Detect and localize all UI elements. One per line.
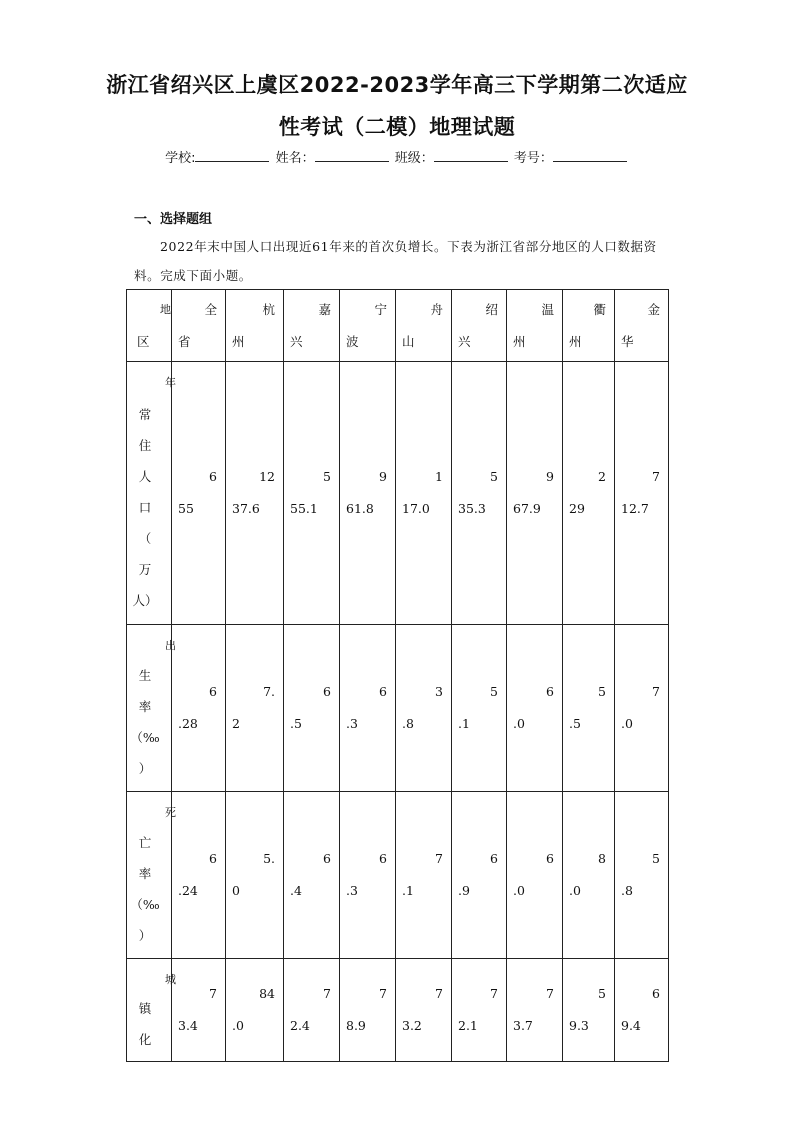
cell-value-bottom: .8 — [621, 883, 633, 898]
document-title-line-1: 浙江省绍兴区上虞区2022-2023学年高三下学期第二次适应 — [106, 73, 688, 97]
row-label-char: 口 — [138, 499, 152, 515]
header-label-side: 地 — [160, 302, 171, 316]
cell-value-top: 6 — [379, 684, 387, 699]
region-name-bottom: 兴 — [458, 333, 471, 349]
data-cell — [452, 959, 507, 1062]
row-label-cell — [127, 362, 176, 625]
region-header-cell — [396, 290, 452, 362]
data-cell — [284, 625, 340, 792]
cell-value-bottom: .9 — [458, 883, 470, 898]
cell-value-top: 6 — [490, 851, 498, 866]
cell-value-top: 12 — [259, 469, 275, 484]
cell-value-bottom: 8.9 — [346, 1018, 366, 1033]
class-blank — [434, 149, 508, 162]
student-info-line — [0, 147, 794, 166]
cell-value-bottom: 3.4 — [178, 1018, 198, 1033]
region-name-top: 衢 — [593, 301, 606, 317]
data-cell — [452, 362, 507, 625]
region-name-top: 舟 — [430, 301, 443, 317]
cell-value-top: 5 — [598, 684, 606, 699]
row-label-char: 人） — [132, 592, 158, 608]
cell-value-bottom: 37.6 — [232, 501, 260, 516]
question-intro: 2022年末中国人口出现近61年来的首次负增长。下表为浙江省部分地区的人口数据资料。完成下面小题。 — [134, 239, 657, 283]
region-name-bottom: 波 — [346, 333, 359, 349]
cell-value-bottom: 67.9 — [513, 501, 541, 516]
row-label-char: 率 — [138, 866, 152, 881]
table-row — [127, 362, 669, 625]
data-cell — [396, 792, 452, 959]
cell-value-bottom: 35.3 — [458, 501, 486, 516]
row-label-char: 化 — [138, 1032, 152, 1047]
region-name-bottom: 州 — [569, 333, 582, 349]
cell-value-top: 5 — [652, 851, 660, 866]
cell-value-top: 3 — [435, 684, 443, 699]
cell-value-bottom: .1 — [402, 883, 414, 898]
cell-value-bottom: 3.7 — [513, 1018, 533, 1033]
data-cell — [226, 625, 284, 792]
cell-value-bottom: 12.7 — [621, 501, 649, 516]
data-cell — [396, 625, 452, 792]
cell-value-bottom: 9.3 — [569, 1018, 589, 1033]
data-cell — [284, 959, 340, 1062]
row-label-side: 死 — [165, 806, 176, 819]
cell-value-top: 8 — [598, 851, 606, 866]
cell-value-bottom: .3 — [346, 716, 358, 731]
cell-value-bottom: 61.8 — [346, 501, 374, 516]
row-label-cell — [127, 959, 176, 1062]
data-cell — [396, 362, 452, 625]
region-header-cell — [615, 290, 669, 362]
cell-value-bottom: 55 — [178, 501, 194, 516]
region-header-cell — [172, 290, 226, 362]
cell-value-bottom: 2 — [232, 716, 240, 731]
cell-value-top: 6 — [209, 851, 217, 866]
region-name-top: 金 — [647, 301, 660, 317]
data-cell — [340, 959, 396, 1062]
cell-value-top: 9 — [379, 469, 387, 484]
exam-number-label: 考号： — [513, 151, 553, 166]
cell-value-top: 84 — [259, 986, 275, 1001]
row-label-char: （ — [138, 530, 152, 546]
section-heading: 一、选择题组 — [134, 212, 213, 227]
data-cell — [563, 792, 615, 959]
data-cell — [507, 792, 563, 959]
data-cell — [172, 959, 226, 1062]
cell-value-bottom: 55.1 — [290, 501, 318, 516]
data-cell — [172, 625, 226, 792]
header-label-text: 区 — [137, 333, 150, 349]
document-title-line-2: 性考试（二模）地理试题 — [278, 115, 516, 139]
cell-value-top: 7 — [435, 851, 443, 866]
row-label-side: 年 — [165, 376, 176, 389]
school-label: 学校: — [165, 151, 196, 166]
region-name-bottom: 州 — [232, 333, 245, 349]
cell-value-top: 6 — [209, 469, 217, 484]
data-cell — [340, 792, 396, 959]
region-name-bottom: 山 — [402, 333, 415, 349]
data-cell — [226, 959, 284, 1062]
cell-value-top: 7 — [209, 986, 217, 1001]
cell-value-top: 6 — [652, 986, 660, 1001]
cell-value-top: 5 — [490, 684, 498, 699]
cell-value-bottom: 0 — [232, 883, 240, 898]
cell-value-top: 7 — [652, 469, 660, 484]
cell-value-top: 6 — [209, 684, 217, 699]
region-name-top: 嘉 — [318, 301, 331, 317]
cell-value-bottom: 9.4 — [621, 1018, 641, 1033]
row-label-char: 常 — [138, 406, 152, 422]
cell-value-bottom: .0 — [513, 883, 525, 898]
cell-value-top: 7 — [323, 986, 331, 1001]
row-label-side: 出 — [165, 639, 176, 652]
cell-value-bottom: .5 — [569, 716, 581, 731]
cell-value-bottom: 3.2 — [402, 1018, 422, 1033]
table-row — [127, 625, 669, 792]
cell-value-bottom: .24 — [178, 883, 198, 898]
cell-value-top: 7 — [652, 684, 660, 699]
region-header-cell — [340, 290, 396, 362]
cell-value-top: 6 — [323, 851, 331, 866]
row-label-char: 生 — [138, 668, 152, 683]
row-label-char: 万 — [138, 561, 152, 577]
cell-value-top: 5 — [323, 469, 331, 484]
region-name-top: 全 — [204, 301, 217, 317]
cell-value-bottom: .4 — [290, 883, 302, 898]
region-header-cell — [226, 290, 284, 362]
data-cell — [563, 959, 615, 1062]
cell-value-bottom: .8 — [402, 716, 414, 731]
cell-value-bottom: .28 — [178, 716, 198, 731]
region-name-top: 宁 — [374, 301, 387, 317]
row-label-char: 人 — [138, 468, 152, 484]
cell-value-top: 5 — [598, 986, 606, 1001]
data-cell — [226, 792, 284, 959]
data-cell — [284, 792, 340, 959]
name-label: 姓名： — [275, 151, 315, 166]
cell-value-bottom: .0 — [621, 716, 633, 731]
cell-value-top: 9 — [546, 469, 554, 484]
data-cell — [396, 959, 452, 1062]
region-header-cell — [284, 290, 340, 362]
cell-value-top: 6 — [546, 851, 554, 866]
name-blank — [315, 149, 389, 162]
data-cell — [507, 362, 563, 625]
region-name-top: 绍 — [485, 301, 498, 317]
data-cell — [284, 362, 340, 625]
data-cell — [563, 625, 615, 792]
region-header-cell — [507, 290, 563, 362]
row-label-char: ） — [138, 761, 152, 776]
data-cell — [172, 792, 226, 959]
data-cell — [452, 625, 507, 792]
data-cell — [226, 362, 284, 625]
table-header-row — [127, 290, 669, 362]
cell-value-top: 2 — [598, 469, 606, 484]
population-table — [126, 289, 669, 1062]
region-name-bottom: 华 — [621, 333, 634, 349]
cell-value-top: 7 — [435, 986, 443, 1001]
cell-value-top: 5. — [263, 851, 275, 866]
cell-value-bottom: 2.1 — [458, 1018, 478, 1033]
data-cell — [507, 959, 563, 1062]
row-label-char: 住 — [138, 437, 152, 453]
row-label-char: 镇 — [138, 1001, 152, 1016]
cell-value-top: 7. — [263, 684, 275, 699]
cell-value-bottom: 29 — [569, 501, 585, 516]
data-cell — [452, 792, 507, 959]
class-label: 班级： — [394, 151, 434, 166]
data-cell — [340, 625, 396, 792]
cell-value-top: 5 — [490, 469, 498, 484]
exam-number-blank — [553, 149, 627, 162]
region-name-top: 温 — [541, 301, 554, 317]
cell-value-top: 6 — [379, 851, 387, 866]
data-cell — [615, 959, 669, 1062]
cell-value-bottom: .1 — [458, 716, 470, 731]
region-name-top: 杭 — [262, 301, 275, 317]
data-cell — [507, 625, 563, 792]
region-name-bottom: 州 — [513, 333, 526, 349]
cell-value-top: 6 — [546, 684, 554, 699]
row-label-cell — [127, 792, 176, 959]
cell-value-bottom: .0 — [569, 883, 581, 898]
row-label-char: （‰ — [130, 897, 160, 912]
cell-value-top: 7 — [546, 986, 554, 1001]
row-label-cell — [127, 625, 176, 792]
row-label-side: 城 — [165, 973, 176, 986]
data-cell — [615, 792, 669, 959]
school-blank — [195, 149, 269, 162]
table-row — [127, 792, 669, 959]
data-cell — [615, 625, 669, 792]
data-cell — [172, 362, 226, 625]
row-label-char: 率 — [138, 699, 152, 714]
cell-value-top: 7 — [490, 986, 498, 1001]
row-label-char: ） — [138, 928, 152, 943]
cell-value-bottom: .3 — [346, 883, 358, 898]
cell-value-bottom: 17.0 — [402, 501, 430, 516]
data-cell — [340, 362, 396, 625]
data-cell — [615, 362, 669, 625]
cell-value-top: 1 — [435, 469, 443, 484]
table-row — [127, 959, 669, 1062]
data-cell — [563, 362, 615, 625]
region-name-bottom: 兴 — [290, 333, 303, 349]
region-name-bottom: 省 — [178, 333, 191, 349]
cell-value-top: 7 — [379, 986, 387, 1001]
cell-value-bottom: 2.4 — [290, 1018, 310, 1033]
cell-value-bottom: .0 — [232, 1018, 244, 1033]
region-header-cell — [452, 290, 507, 362]
row-label-char: 亡 — [138, 835, 152, 850]
cell-value-bottom: .5 — [290, 716, 302, 731]
cell-value-top: 6 — [323, 684, 331, 699]
region-header-cell — [563, 290, 615, 362]
row-label-char: （‰ — [130, 730, 160, 745]
cell-value-bottom: .0 — [513, 716, 525, 731]
header-label-cell — [127, 290, 172, 362]
